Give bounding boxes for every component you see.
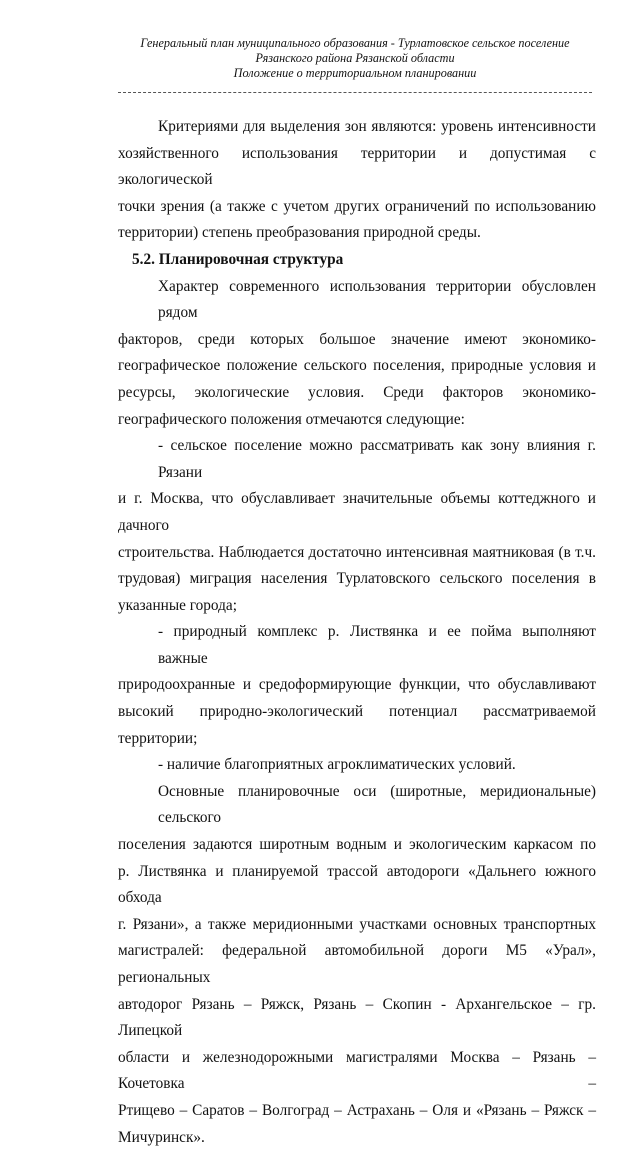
intro-paragraph	[118, 114, 596, 247]
paragraph-line: автодорог Рязань – Ряжск, Рязань – Скопин - Архангельское – гр. Липецкой	[118, 995, 596, 1040]
paragraph-line: строительства. Наблюдается достаточно интенсивная маятниковая (в т.ч.	[118, 543, 596, 561]
paragraph-line: факторов, среди которых большое значение имеют экономико-	[118, 330, 596, 348]
paragraph-line: Критериями для выделения зон являются: уровень интенсивности	[158, 118, 596, 135]
header-line-1: Генеральный план муниципального образования - Турлатовское сельское поселение	[140, 36, 570, 50]
paragraph-line: территории) степень преобразования природной среды.	[118, 224, 481, 242]
paragraph-line: г. Рязани», а также меридионными участками основных транспортных	[118, 915, 596, 933]
paragraph-line: Мичуринск».	[118, 1128, 205, 1146]
document-body	[118, 114, 596, 1151]
paragraph-line: р. Листвянка и планируемой трассой автодороги «Дальнего южного обхода	[118, 862, 596, 907]
section-paragraph	[118, 752, 596, 779]
header-line-2: Рязанского района Рязанской области	[255, 51, 455, 65]
paragraph-line: ресурсы, экологические условия. Среди факторов экономико-	[118, 383, 596, 401]
section-heading: 5.2. Планировочная структура	[132, 250, 344, 268]
paragraph-line: точки зрения (а также с учетом других ограничений по использованию	[118, 197, 596, 215]
paragraph-line: магистралей: федеральной автомобильной дороги М5 «Урал», региональных	[118, 942, 596, 986]
paragraph-line: географическое положение сельского поселения, природные условия и	[118, 357, 596, 375]
paragraph-line: Характер современного использования территории обусловлен рядом	[158, 277, 596, 322]
section-paragraph	[118, 274, 596, 434]
paragraph-line: - природный комплекс р. Листвянка и ее пойма выполняют важные	[158, 623, 596, 667]
paragraph-line: хозяйственного использования территории и допустимая с экологической	[118, 144, 596, 189]
section-paragraph	[118, 779, 596, 1151]
paragraph-line: природоохранные и средоформирующие функции, что обуславливают	[118, 676, 596, 694]
header-line-3: Положение о территориальном планировании	[233, 66, 477, 80]
paragraph-line: трудовая) миграция населения Турлатовского сельского поселения в	[118, 570, 596, 588]
paragraph-line: Ртищево – Саратов – Волгоград – Астрахань – Оля и «Рязань – Ряжск –	[118, 1101, 596, 1119]
paragraph-line: географического положения отмечаются следующие:	[118, 410, 465, 428]
section-paragraph	[118, 619, 596, 752]
paragraph-line: Основные планировочные оси (широтные, меридиональные) сельского	[158, 782, 596, 827]
paragraph-line: высокий природно-экологический потенциал рассматриваемой территории;	[118, 703, 596, 747]
paragraph-line: - сельское поселение можно рассматривать как зону влияния г. Рязани	[158, 437, 596, 481]
paragraph-line: - наличие благоприятных агроклиматических условий.	[158, 756, 516, 774]
running-header	[120, 36, 590, 81]
paragraph-line: области и железнодорожными магистралями Москва – Рязань – Кочетовка –	[118, 1048, 596, 1093]
section-paragraph	[118, 433, 596, 619]
paragraph-line: указанные города;	[118, 596, 237, 614]
header-divider	[118, 92, 592, 93]
paragraph-line: поселения задаются широтным водным и экологическим каркасом по	[118, 836, 596, 854]
paragraph-line: и г. Москва, что обуславливает значительные объемы коттеджного и дачного	[118, 490, 596, 534]
